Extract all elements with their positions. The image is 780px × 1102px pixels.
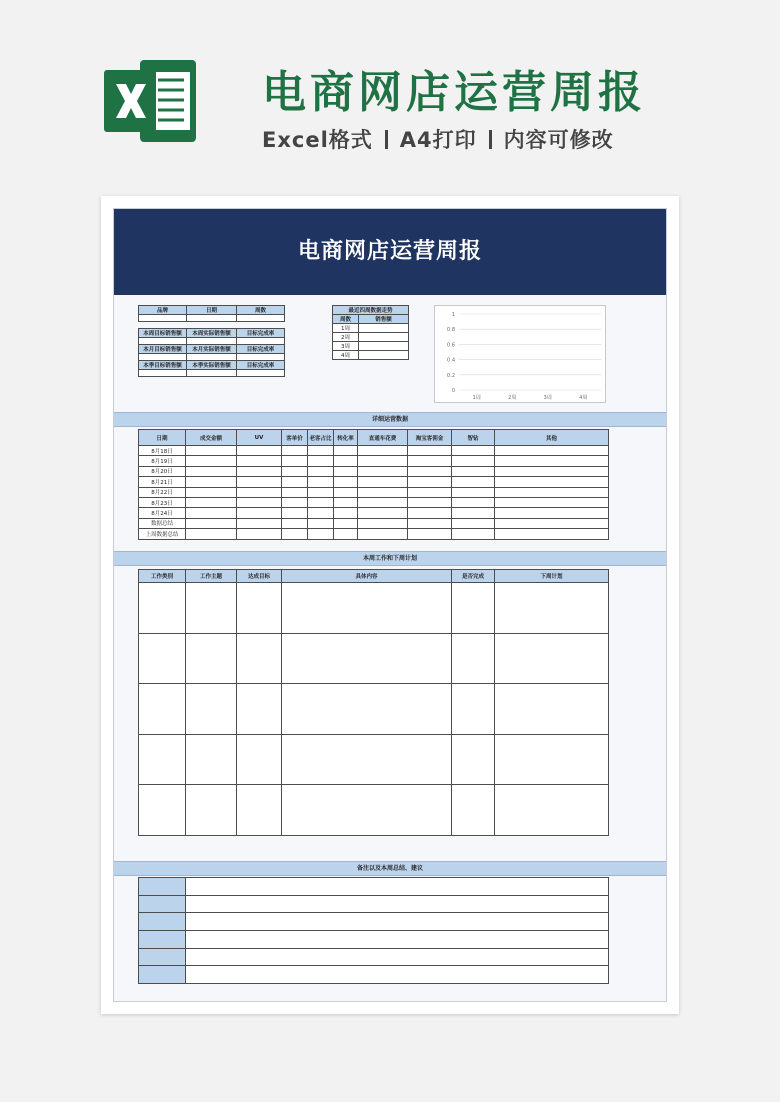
table-cell[interactable]	[186, 466, 237, 476]
quarter-actual-label: 本季实际销售额	[187, 361, 237, 370]
detail-column-header: 成交金额	[186, 430, 237, 446]
notes-label-cell	[139, 895, 186, 913]
table-row	[139, 878, 609, 896]
table-cell[interactable]	[237, 734, 282, 785]
notes-label-cell	[139, 948, 186, 966]
table-row	[139, 948, 609, 966]
table-cell[interactable]	[139, 583, 186, 634]
chart-x-tick-label: 1周	[472, 395, 481, 401]
table-cell[interactable]	[308, 477, 334, 487]
table-cell[interactable]	[139, 684, 186, 735]
table-cell[interactable]	[358, 508, 408, 518]
trend-chart-svg	[435, 306, 607, 404]
table-cell[interactable]	[495, 466, 609, 476]
row-label: 8月23日	[139, 497, 186, 507]
table-row	[139, 913, 609, 931]
table-cell[interactable]	[282, 583, 452, 634]
table-cell[interactable]	[237, 633, 282, 684]
table-cell[interactable]	[358, 446, 408, 456]
notes-cell[interactable]	[186, 966, 609, 984]
detail-column-header: 直通车花费	[358, 430, 408, 446]
cell[interactable]	[139, 315, 187, 322]
table-cell[interactable]	[334, 456, 358, 466]
table-cell[interactable]	[282, 456, 308, 466]
table-cell[interactable]	[452, 466, 495, 476]
table-cell[interactable]	[358, 477, 408, 487]
table-row	[139, 446, 609, 456]
chart-y-tick-label: 0.2	[447, 372, 455, 379]
cell[interactable]	[237, 370, 285, 377]
table-cell[interactable]	[334, 508, 358, 518]
table-row	[139, 785, 609, 836]
table-cell[interactable]	[308, 466, 334, 476]
table-cell[interactable]	[452, 734, 495, 785]
table-row	[139, 895, 609, 913]
table-cell[interactable]	[237, 508, 282, 518]
table-cell[interactable]	[282, 477, 308, 487]
chart-x-tick-label: 3周	[543, 395, 552, 401]
table-cell[interactable]	[408, 456, 452, 466]
chart-y-tick-label: 0.8	[447, 327, 455, 334]
table-cell[interactable]	[237, 785, 282, 836]
detail-column-header: 其他	[495, 430, 609, 446]
table-cell[interactable]	[186, 529, 237, 539]
table-cell[interactable]	[408, 518, 452, 528]
notes-cell[interactable]	[186, 878, 609, 896]
table-cell[interactable]	[282, 487, 308, 497]
notes-label-cell	[139, 913, 186, 931]
trend-title: 最近四周数据走势	[333, 306, 409, 315]
notes-cell[interactable]	[186, 913, 609, 931]
cell[interactable]	[139, 338, 187, 345]
table-cell[interactable]	[282, 684, 452, 735]
table-cell[interactable]	[186, 785, 237, 836]
table-cell[interactable]	[308, 456, 334, 466]
chart-x-tick-label: 2周	[508, 395, 517, 401]
summary-header-date: 日期	[187, 306, 237, 315]
table-cell[interactable]	[452, 477, 495, 487]
table-row	[139, 966, 609, 984]
cell[interactable]	[187, 370, 237, 377]
table-row	[139, 684, 609, 735]
spacer	[187, 322, 237, 329]
table-cell[interactable]	[495, 518, 609, 528]
month-actual-label: 本月实际销售额	[187, 345, 237, 354]
notes-label-cell	[139, 966, 186, 984]
table-row	[139, 466, 609, 476]
sheet-content	[113, 208, 667, 1002]
plan-header-row	[139, 570, 609, 583]
cell[interactable]	[359, 351, 409, 360]
detail-column-header: 智钻	[452, 430, 495, 446]
plan-section-bar: 本周工作和下周计划	[114, 551, 666, 566]
table-cell[interactable]	[308, 446, 334, 456]
detail-section-bar: 详细运营数据	[114, 412, 666, 427]
sheet-paper	[101, 196, 679, 1014]
row-label: 8月21日	[139, 477, 186, 487]
table-cell[interactable]	[186, 684, 237, 735]
table-cell[interactable]	[186, 456, 237, 466]
chart-y-tick-label: 0.4	[447, 357, 455, 364]
table-cell[interactable]	[408, 529, 452, 539]
table-cell[interactable]	[408, 477, 452, 487]
table-cell[interactable]	[308, 497, 334, 507]
table-cell[interactable]	[334, 529, 358, 539]
spacer	[139, 322, 187, 329]
notes-label-cell	[139, 878, 186, 896]
detail-column-header: 日期	[139, 430, 186, 446]
plan-column-header: 工作类别	[139, 570, 186, 583]
detail-table	[138, 429, 609, 540]
table-cell[interactable]	[308, 529, 334, 539]
banner	[0, 0, 780, 180]
subtitle	[262, 124, 614, 154]
row-label: 8月18日	[139, 446, 186, 456]
trend-chart	[434, 305, 606, 403]
cell[interactable]	[187, 354, 237, 361]
trend-week-label: 1周	[333, 324, 359, 333]
table-cell[interactable]	[358, 487, 408, 497]
subtitle-print: A4打印	[399, 128, 477, 152]
cell[interactable]	[359, 333, 409, 342]
table-cell[interactable]	[237, 497, 282, 507]
table-cell[interactable]	[282, 446, 308, 456]
table-cell[interactable]	[139, 633, 186, 684]
table-cell[interactable]	[186, 583, 237, 634]
sheet-header	[114, 209, 666, 295]
table-cell[interactable]	[237, 477, 282, 487]
notes-cell[interactable]	[186, 948, 609, 966]
table-cell[interactable]	[495, 508, 609, 518]
plan-column-header: 是否完成	[452, 570, 495, 583]
table-cell[interactable]	[186, 477, 237, 487]
table-cell[interactable]	[495, 684, 609, 735]
page-title: 电商网店运营周报	[262, 67, 646, 118]
table-cell[interactable]	[282, 518, 308, 528]
cell[interactable]	[237, 315, 285, 322]
detail-column-header: 转化率	[334, 430, 358, 446]
table-cell[interactable]	[139, 734, 186, 785]
table-cell[interactable]	[334, 518, 358, 528]
table-cell[interactable]	[186, 497, 237, 507]
table-cell[interactable]	[334, 487, 358, 497]
excel-icon	[100, 52, 198, 150]
separator	[489, 130, 492, 149]
table-cell[interactable]	[452, 487, 495, 497]
table-cell[interactable]	[495, 487, 609, 497]
table-cell[interactable]	[186, 508, 237, 518]
month-target-label: 本月目标销售额	[139, 345, 187, 354]
table-cell[interactable]	[495, 497, 609, 507]
table-cell[interactable]	[334, 466, 358, 476]
cell[interactable]	[237, 354, 285, 361]
summary-table	[138, 305, 285, 377]
table-row	[139, 583, 609, 634]
plan-column-header: 具体内容	[282, 570, 452, 583]
table-cell[interactable]	[186, 633, 237, 684]
table-cell[interactable]	[452, 508, 495, 518]
cell[interactable]	[187, 315, 237, 322]
separator	[385, 130, 388, 149]
table-row	[139, 477, 609, 487]
detail-body	[139, 446, 609, 540]
trend-header-sales: 销售额	[359, 315, 409, 324]
row-label: 8月22日	[139, 487, 186, 497]
table-cell[interactable]	[237, 466, 282, 476]
table-row	[139, 456, 609, 466]
trend-week-label: 2周	[333, 333, 359, 342]
cell[interactable]	[139, 370, 187, 377]
notes-table	[138, 877, 609, 984]
table-cell[interactable]	[282, 734, 452, 785]
cell[interactable]	[139, 354, 187, 361]
table-cell[interactable]	[186, 518, 237, 528]
quarter-rate-label: 目标完成率	[237, 361, 285, 370]
table-row	[139, 734, 609, 785]
table-cell[interactable]	[495, 446, 609, 456]
chart-y-tick-label: 1	[451, 312, 455, 318]
table-row	[139, 487, 609, 497]
table-cell[interactable]	[408, 508, 452, 518]
table-cell[interactable]	[308, 487, 334, 497]
table-cell[interactable]	[408, 466, 452, 476]
row-label: 8月24日	[139, 508, 186, 518]
plan-column-header: 下周计划	[495, 570, 609, 583]
plan-body	[139, 583, 609, 836]
table-cell[interactable]	[495, 633, 609, 684]
table-cell[interactable]	[452, 529, 495, 539]
table-cell[interactable]	[186, 446, 237, 456]
notes-cell[interactable]	[186, 931, 609, 949]
notes-section-bar: 备注以及本周总结、建议	[114, 861, 666, 876]
table-cell[interactable]	[358, 497, 408, 507]
table-cell[interactable]	[452, 633, 495, 684]
table-cell[interactable]	[408, 497, 452, 507]
table-cell[interactable]	[237, 583, 282, 634]
table-row	[139, 508, 609, 518]
table-cell[interactable]	[237, 529, 282, 539]
week-rate-label: 目标完成率	[237, 329, 285, 338]
table-cell[interactable]	[282, 785, 452, 836]
table-cell[interactable]	[237, 684, 282, 735]
table-cell[interactable]	[495, 785, 609, 836]
table-cell[interactable]	[358, 466, 408, 476]
table-cell[interactable]	[237, 518, 282, 528]
month-rate-label: 目标完成率	[237, 345, 285, 354]
plan-table	[138, 569, 609, 836]
row-label: 上周数据总结	[139, 529, 186, 539]
subtitle-editable: 内容可修改	[503, 128, 614, 152]
cell[interactable]	[359, 342, 409, 351]
spacer	[237, 322, 285, 329]
table-cell[interactable]	[186, 734, 237, 785]
table-cell[interactable]	[495, 734, 609, 785]
summary-header-brand: 品牌	[139, 306, 187, 315]
cell[interactable]	[237, 338, 285, 345]
table-cell[interactable]	[495, 477, 609, 487]
row-label: 8月20日	[139, 466, 186, 476]
quarter-target-label: 本季目标销售额	[139, 361, 187, 370]
notes-cell[interactable]	[186, 895, 609, 913]
table-cell[interactable]	[237, 446, 282, 456]
notes-label-cell	[139, 931, 186, 949]
trend-week-label: 4周	[333, 351, 359, 360]
table-cell[interactable]	[308, 508, 334, 518]
detail-column-header: 淘宝客佣金	[408, 430, 452, 446]
plan-column-header: 达成目标	[237, 570, 282, 583]
row-label: 数据总结	[139, 518, 186, 528]
cell[interactable]	[359, 324, 409, 333]
table-cell[interactable]	[452, 446, 495, 456]
table-row	[139, 931, 609, 949]
table-cell[interactable]	[358, 529, 408, 539]
week-target-label: 本周目标销售额	[139, 329, 187, 338]
table-cell[interactable]	[358, 518, 408, 528]
notes-body	[139, 878, 609, 984]
table-cell[interactable]	[282, 633, 452, 684]
table-cell[interactable]	[334, 497, 358, 507]
table-cell[interactable]	[495, 456, 609, 466]
table-cell[interactable]	[452, 684, 495, 735]
table-cell[interactable]	[334, 477, 358, 487]
table-row	[139, 529, 609, 539]
plan-column-header: 工作主题	[186, 570, 237, 583]
table-cell[interactable]	[282, 466, 308, 476]
table-cell[interactable]	[408, 487, 452, 497]
table-cell[interactable]	[237, 487, 282, 497]
detail-column-header: 老客占比	[308, 430, 334, 446]
trend-header-week: 周数	[333, 315, 359, 324]
sheet-title: 电商网店运营周报	[297, 239, 482, 264]
table-cell[interactable]	[452, 456, 495, 466]
table-cell[interactable]	[186, 487, 237, 497]
table-row	[139, 633, 609, 684]
detail-header-row	[139, 430, 609, 446]
table-row	[139, 497, 609, 507]
summary-header-week: 周数	[237, 306, 285, 315]
chart-y-tick-label: 0	[451, 388, 455, 394]
table-cell[interactable]	[282, 497, 308, 507]
row-label: 8月19日	[139, 456, 186, 466]
table-cell[interactable]	[139, 785, 186, 836]
week-actual-label: 本周实际销售额	[187, 329, 237, 338]
table-cell[interactable]	[408, 446, 452, 456]
detail-column-header: 客单价	[282, 430, 308, 446]
table-cell[interactable]	[452, 583, 495, 634]
cell[interactable]	[187, 338, 237, 345]
table-cell[interactable]	[308, 518, 334, 528]
detail-column-header: UV	[237, 430, 282, 446]
trend-week-label: 3周	[333, 342, 359, 351]
table-cell[interactable]	[237, 456, 282, 466]
chart-x-tick-label: 4周	[579, 395, 588, 401]
table-cell[interactable]	[452, 785, 495, 836]
table-cell[interactable]	[495, 529, 609, 539]
table-cell[interactable]	[452, 497, 495, 507]
table-cell[interactable]	[495, 583, 609, 634]
table-row	[139, 518, 609, 528]
chart-y-tick-label: 0.6	[447, 342, 455, 349]
table-cell[interactable]	[282, 508, 308, 518]
subtitle-format: Excel格式	[262, 128, 373, 152]
trend-table	[332, 305, 409, 360]
table-cell[interactable]	[452, 518, 495, 528]
table-cell[interactable]	[358, 456, 408, 466]
table-cell[interactable]	[334, 446, 358, 456]
table-cell[interactable]	[282, 529, 308, 539]
